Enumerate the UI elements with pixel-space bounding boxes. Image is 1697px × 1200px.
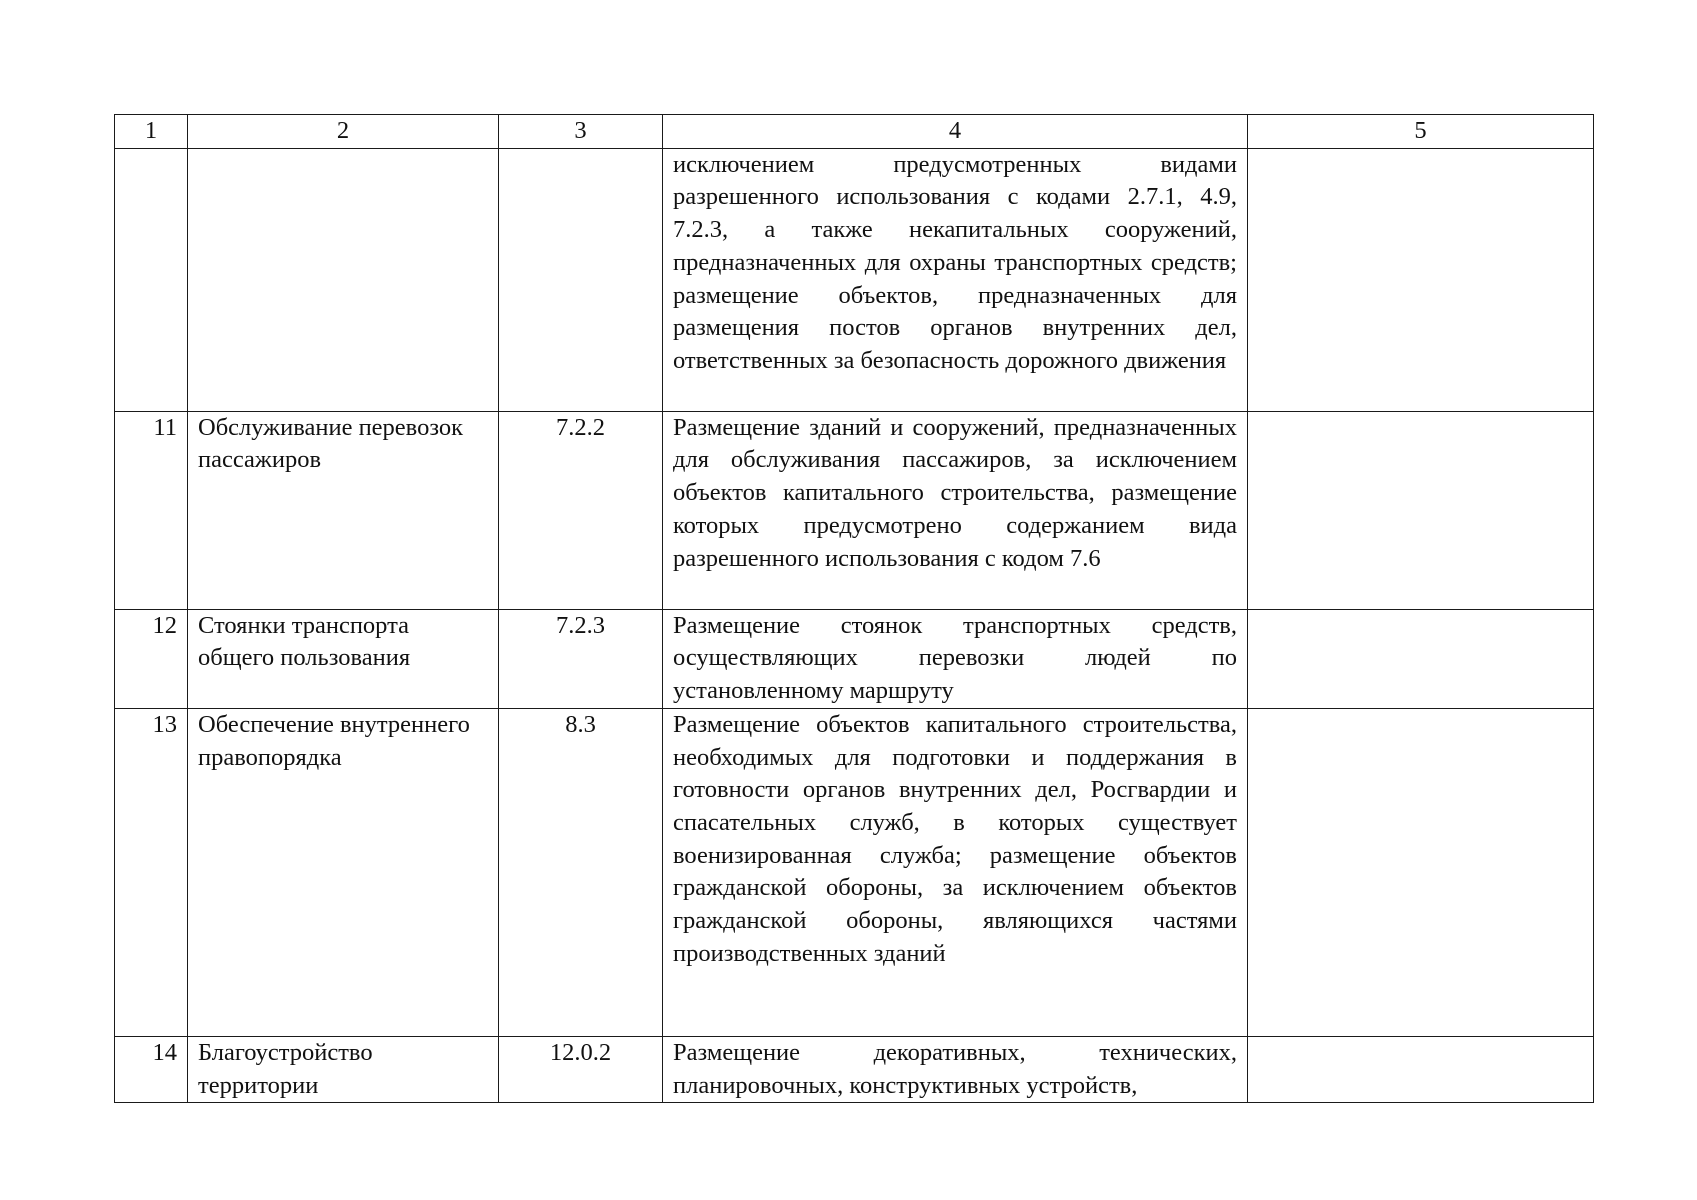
row-code-cell: 12.0.2	[499, 1036, 663, 1102]
row-number-cell: 12	[115, 609, 188, 708]
row-name-cell: Благоустройство территории	[188, 1036, 499, 1102]
row-number-cell: 13	[115, 708, 188, 1036]
row-name-cell: Стоянки транспорта общего пользования	[188, 609, 499, 708]
header-cell-5: 5	[1248, 115, 1594, 149]
row-number-cell: 11	[115, 411, 188, 609]
land-use-table	[114, 114, 1594, 1103]
row-code-cell: 7.2.2	[499, 411, 663, 609]
row-description-cell: исключением предусмотренных видами разрешенного использования с кодами 2.7.1, 4.9, 7.2.3, а также некапитальных сооружений, предназначенных для охраны транспортных средств; размещение объектов, предназначенных для размещения постов органов внутренних дел, ответственных за безопасность дорожного движения	[663, 148, 1248, 411]
row-description-cell: Размещение зданий и сооружений, предназначенных для обслуживания пассажиров, за исключением объектов капитального строительства, размещение которых предусмотрено содержанием вида разрешенного использования с кодом 7.6	[663, 411, 1248, 609]
table-header-row	[115, 115, 1594, 149]
row-code-cell	[499, 148, 663, 411]
row-code-cell: 8.3	[499, 708, 663, 1036]
row-name-cell: Обслуживание перевозок пассажиров	[188, 411, 499, 609]
row-name-cell: Обеспечение внутреннего правопорядка	[188, 708, 499, 1036]
table-row	[115, 708, 1594, 1036]
table-row	[115, 1036, 1594, 1102]
row-description-cell: Размещение стоянок транспортных средств, осуществляющих перевозки людей по установленному маршруту	[663, 609, 1248, 708]
row-note-cell	[1248, 148, 1594, 411]
table-row	[115, 609, 1594, 708]
row-note-cell	[1248, 708, 1594, 1036]
row-description-cell: Размещение объектов капитального строительства, необходимых для подготовки и поддержания в готовности органов внутренних дел, Росгвардии и спасательных служб, в которых существует военизированная служба; размещение объектов гражданской обороны, за исключением объектов гражданской обороны, являющихся частями производственных зданий	[663, 708, 1248, 1036]
row-note-cell	[1248, 609, 1594, 708]
header-cell-1: 1	[115, 115, 188, 149]
header-cell-2: 2	[188, 115, 499, 149]
table-row	[115, 148, 1594, 411]
row-note-cell	[1248, 411, 1594, 609]
row-number-cell	[115, 148, 188, 411]
row-name-cell	[188, 148, 499, 411]
row-number-cell: 14	[115, 1036, 188, 1102]
table-row	[115, 411, 1594, 609]
row-note-cell	[1248, 1036, 1594, 1102]
header-cell-4: 4	[663, 115, 1248, 149]
row-description-cell: Размещение декоративных, технических, планировочных, конструктивных устройств,	[663, 1036, 1248, 1102]
header-cell-3: 3	[499, 115, 663, 149]
row-code-cell: 7.2.3	[499, 609, 663, 708]
